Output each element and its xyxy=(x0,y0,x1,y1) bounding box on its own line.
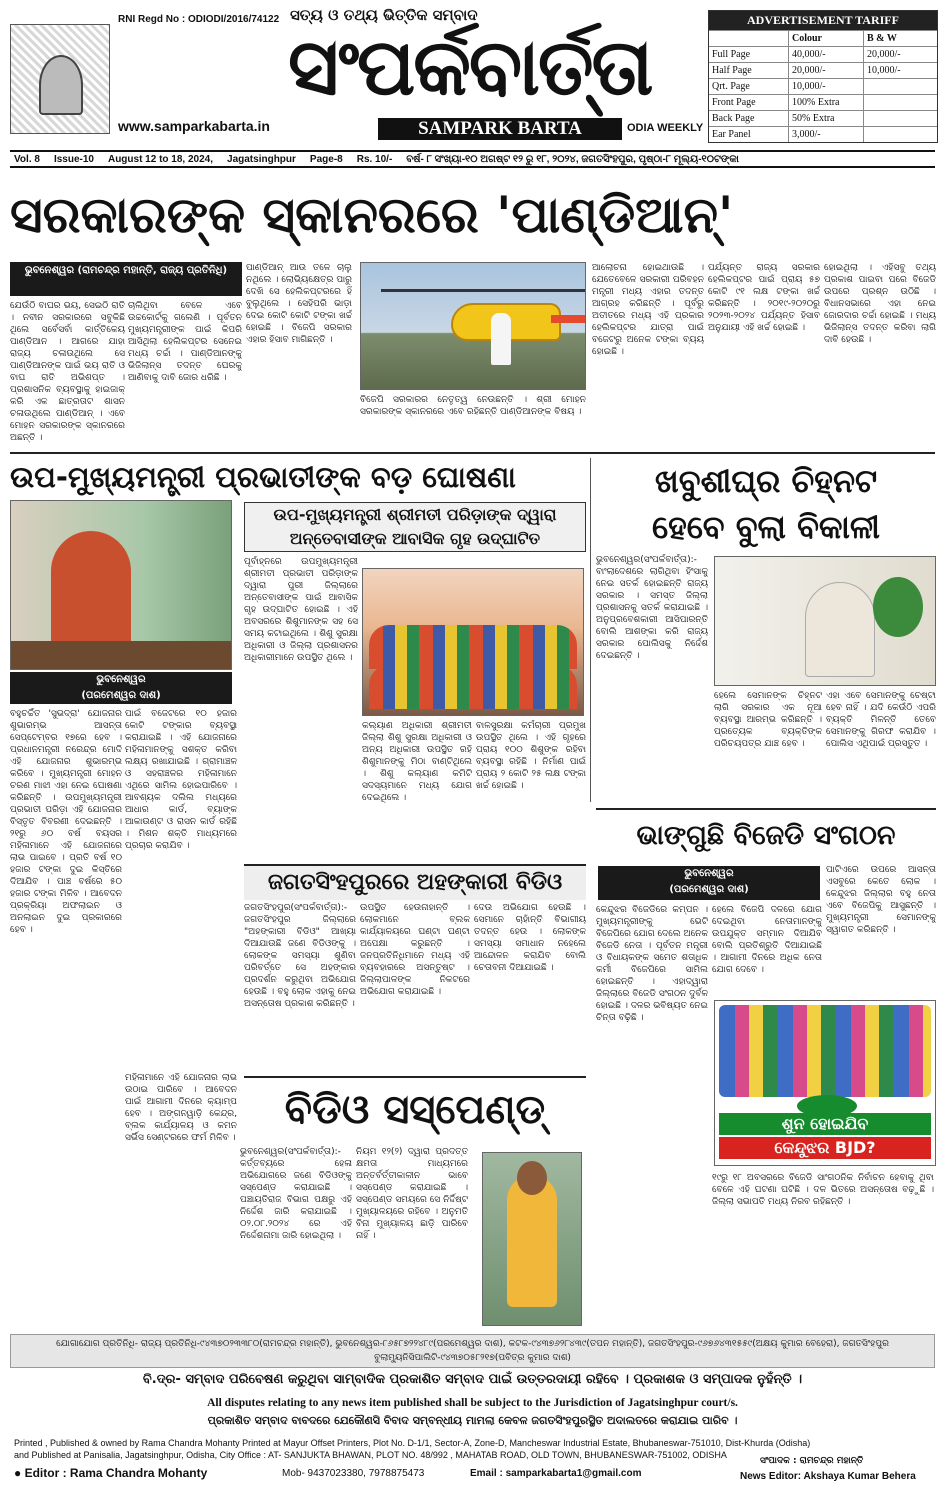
bdo-col-2: ନିୟମ ୧୨(୨) ଦ୍ୱାରା ପ୍ରଦତ୍ତ କ୍ଷମତା ମାଧ୍ୟମରେ ଅନ୍ତର୍ବର୍ତ୍ତୀକାଳୀନ ଭାବେ ସସ୍‌ପେଣ୍ଡ କରାଯାଇଛି । ସସ୍‌ପେଣ୍ଡ ସମୟରେ ସେ ନିର୍ଦ୍ଦିଷ୍ଟ ମୁଖ୍ୟାଳୟରେ ରହିବେ । ଅନୁମତି ବିନା ମୁଖ୍ୟାଳୟ ଛାଡ଼ି ପାରିବେ ନାହିଁ । xyxy=(356,1147,468,1241)
temple-emblem-icon xyxy=(10,24,110,134)
ahankari-col-2: ଉପସ୍ଥିତ ହେଉନାହାନ୍ତି । ଲୋକମାନେ ବ୍ଲକ କାର୍ଯ୍ୟାଳୟରେ ଘଣ୍ଟା ଘଣ୍ଟା ଅପେକ୍ଷା କରୁଛନ୍ତି । ଜନପ୍ରତିନିଧିମାନେ ମଧ୍ୟ ଏହି ବ୍ୟବହାରରେ ଅସନ୍ତୁଷ୍ଟ । ଜିଲ୍ଲାପାଳଙ୍କ ନିକଟରେ ଅଭିଯୋଗ କରାଯାଇଛି । xyxy=(360,903,470,997)
issue: Issue-10 xyxy=(53,153,94,165)
bjd-col-2: ପାଟିଏରେ ଉପରେ ଆସନ୍ତା ଏସବୁରେ କେତେ ଲୋକ । କେନ୍ଦୁଝର ଜିଲ୍ଲାର ବହୁ ନେତା ଏବେ ବିଜେପିକୁ ଆସୁଛନ୍ତି । ମୁଖ୍ୟମନ୍ତ୍ରୀ ସେମାନଙ୍କୁ ସ୍ୱାଗତ କରିଛନ୍ତି । xyxy=(826,865,936,935)
bdo-photo xyxy=(482,1152,582,1326)
tariff-header: Colour B & W xyxy=(709,30,937,46)
group-photo xyxy=(362,568,584,716)
bulla-col-3: ଏହା ଏବେ ସେମାନଙ୍କୁ ଚେଷ୍ଟା ହେବ ନାହିଁ । ଯଦି କେଉଁଠି ଏପରି ବ୍ୟକ୍ତି ମିଳନ୍ତି ତେବେ ସେମାନଙ୍କୁ ଗିରଫ କରାଯିବ । ପୋଲିସ ଏଥିପାଇଁ ପ୍ରସ୍ତୁତ । xyxy=(826,691,936,749)
tariff-row: Qrt. Page 10,000/- xyxy=(709,78,937,94)
bjd-col-1: କେନ୍ଦୁଝର ବିଜେଡିରେ କମ୍ପନ । ମୁଖ୍ୟମନ୍ତ୍ରୀଙ୍କୁ ଭେଟି ବିଜେପିରେ ଯୋଗ ଦେଲେ ଅନେକ ବିଜେଡି ନେତା । ପୂର୍ବତନ ମନ୍ତ୍ରୀ ଓ ବିଧାୟକଙ୍କ ସମେତ ଶତାଧିକ କର୍ମୀ ବିଜେପିରେ ସାମିଲ ହୋଇଛନ୍ତି । ଏହାଦ୍ୱାରା ଜିଲ୍ଲାରେ ବିଜେଡି ସଂଗଠନ ଦୁର୍ବଳ ହୋଇଛି । ଦଳର ଭବିଷ୍ୟତ ନେଇ ଚିନ୍ତା ବଢ଼ିଛି । xyxy=(596,905,708,1023)
volume: Vol. 8 xyxy=(14,153,40,165)
price: Rs. 10/- xyxy=(356,153,393,165)
subhadra-col: ମହିଳାମାନେ ଏହି ଯୋଜନାର ଲାଭ ଉଠାଇ ପାରିବେ । ଆବେଦନ ପାଇଁ ଆଗାମୀ ଦିନରେ କ୍ୟାମ୍ପ ହେବ । ଅଙ୍ଗନୱାଡ଼ି କେନ୍ଦ୍ର, ବ୍ଲକ କାର୍ଯ୍ୟାଳୟ ଓ କମନ ସର୍ଭିସ ସେଣ୍ଟରରେ ଫର୍ମ ମିଳିବ । xyxy=(125,1073,237,1143)
place: Jagatsinghpur xyxy=(227,153,296,165)
tariff-row: Ear Panel 3,000/- xyxy=(709,126,937,142)
issue-date: August 12 to 18, 2024, xyxy=(107,153,214,165)
lead-col-3: ପାଣ୍ଡିଆନ୍ ଆଉ ତଳେ ଚାଲୁ ନଥିଲେ । ଲୋଭ୍ୟିକ୍ଷେତ୍ର ପାରୁ ଦେଖି ସେ ହେଲିକପ୍ଟରରେ ହିଁ ବୁଲୁଥିଲେ । ସେହିପରି ଭାଡ଼ା ଦେଇ କୋଟି କୋଟି ଟଙ୍କା ଖର୍ଚ୍ଚ ହୋଇଛି । ବିଜେପି ସରକାର ଏହାର ହିସାବ ମାଗିଛନ୍ତି । xyxy=(246,263,352,345)
lead-col-2: ଚାଲିଥିବା ବେଳେ ଏବେ ଉଚ୍ଚକୋର୍ଟକୁ ଗଲେଣି । ପୂର୍ବତନ ମୁଖ୍ୟମନ୍ତ୍ରୀଙ୍କ ପାଇଁ କିପରି ଆସିଥିଲା ହେଲିକପ୍ଟର ସେନେଇ ମଧ୍ୟ ଚର୍ଚ୍ଚା । ପାଣ୍ଡିଆନଙ୍କୁ ଭିଜିଲାନ୍ସ ତଦନ୍ତ ଘେରକୁ ଆଣିବାକୁ ଦାବି ଜୋର ଧରିଛି । xyxy=(128,301,242,383)
dcm-subhead: ଉପ-ମୁଖ୍ୟମନ୍ତ୍ରୀ ଶ୍ରୀମତୀ ପରିଡ଼ାଙ୍କ ଦ୍ୱାରା ଅନ୍ତେବାସୀଙ୍କ ଆବାସିକ ଗୃହ ଉଦ୍‌ଘାଟିତ xyxy=(244,502,586,552)
lead-photo-caption: ବିଜେପି ସରକାରର ନେତୃତ୍ୱ ନେଉଛନ୍ତି । ଶ୍ରୀ ମୋହନ ସରକାରଙ୍କ ସ୍କାନରରେ ଏବେ ରହିଛନ୍ତି ପାଣ୍ଡିଆନଙ୍କ ବିଷୟ । xyxy=(360,395,586,417)
officer-photo xyxy=(714,556,936,686)
tariff-title: ADVERTISEMENT TARIFF xyxy=(709,11,937,30)
dcm-byline: ଭୁବନେଶ୍ୱର (ପରମେଶ୍ୱର ଦାଶ) xyxy=(10,672,232,704)
ahankari-col-1: ଜଗତସିଂହପୁର(ସଂପର୍କବାର୍ତ୍ତା):- ଜଗତସିଂହପୁର ଜିଲ୍ଲାରେ "ଅହଙ୍କାରୀ ବିଡିଓ" ଆଖ୍ୟା ଦିଆଯାଉଛି ଜଣେ ବିଡିଓଙ୍କୁ । ଲୋକଙ୍କ ସମସ୍ୟା ଶୁଣିବା ପରିବର୍ତ୍ତେ ସେ ଅହଙ୍କାର ପ୍ରଦର୍ଶନ କରୁଥିବା ଅଭିଯୋଗ ହେଉଛି । ବହୁ ଲୋକ ଏହାକୁ ନେଇ ଅସନ୍ତୋଷ ପ୍ରକାଶ କରିଛନ୍ତି । xyxy=(244,903,356,1009)
tagline: ସତ୍ୟ ଓ ତଥ୍ୟ ଭିତ୍ତିକ ସମ୍ବାଦ xyxy=(290,6,478,24)
bulla-col-1: ଭୁବନେଶ୍ୱର(ସଂପର୍କବାର୍ତ୍ତା):- ବାଂଲାଦେଶରେ ଲାଗିଥିବା ହିଂସାକୁ ନେଇ ସତର୍କ ହୋଇଛନ୍ତି ରାଜ୍ୟ ସରକାର । ସମସ୍ତ ଜିଲ୍ଲା ପ୍ରଶାସନକୁ ସତର୍କ କରାଯାଇଛି । ଅନୁପ୍ରବେଶକାରୀ ଆସିପାରନ୍ତି ବୋଲି ଆଶଙ୍କା କରି ରାଜ୍ୟ ସରକାର ପୋଲିସକୁ ନିର୍ଦ୍ଦେଶ ଦେଇଛନ୍ତି । xyxy=(596,555,708,661)
tariff-row: Back Page 50% Extra xyxy=(709,110,937,126)
tariff-row: Half Page 20,000/- 10,000/- xyxy=(709,62,937,78)
dcm-story2-col-1: ପୂର୍ବାହ୍ନରେ ଉପମୁଖ୍ୟମନ୍ତ୍ରୀ ଶ୍ରୀମତୀ ପ୍ରଭାତୀ ପରିଡ଼ାଙ୍କ ଦ୍ୱାରା ପୁରୀ ଜିଲ୍ଲାରେ ଅନ୍ତେବାସୀଙ୍କ ପାଇଁ ଆବାସିକ ଗୃହ ଉଦ୍‌ଘାଟିତ ହୋଇଛି । ଏହି ଅବସରରେ ଶିଶୁମାନଙ୍କ ସହ ସେ ସମୟ କଟାଇଥିଲେ । ଶିଶୁ ସୁରକ୍ଷା ଅଧିକାରୀ ଓ ଜିଲ୍ଲା ପ୍ରଶାସନର ଅଧିକାରୀମାନେ ଉପସ୍ଥିତ ଥିଲେ । xyxy=(244,557,358,663)
tariff-row: Full Page 40,000/- 20,000/- xyxy=(709,46,937,62)
bdo-headline: ବିଡିଓ ସସ୍‌ପେଣ୍ଡ୍ xyxy=(284,1087,546,1133)
dcm-col-2: ପାଇଁ ବଜେଟରେ ୧୦ ହଜାର କୋଟି ଟଙ୍କାର ବ୍ୟବସ୍ଥା କରାଯାଇଛି । ଏହି ଯୋଜନାରେ ମହିଳାମାନଙ୍କୁ ସଶକ୍ତ କରିବା ଲକ୍ଷ୍ୟ ରଖାଯାଇଛି । ଗ୍ରାମାଞ୍ଚଳ ଓ ସହରାଞ୍ଚଳର ମହିଳାମାନେ ଏଥିରେ ସାମିଲ ହୋଇପାରିବେ । ଆବଶ୍ୟକ ଦଲିଲ ମଧ୍ୟରେ ଆଧାର କାର୍ଡ, ବ୍ୟାଙ୍କ ଆକାଉଣ୍ଟ ଓ ରାସନ କାର୍ଡ ରହିଛି । ମିଶନ ଶକ୍ତି ମାଧ୍ୟମରେ ପ୍ରଚାର କରାଯିବ । xyxy=(125,709,237,851)
contact-representatives: ଯୋଗାଯୋଗ ପ୍ରତିନିଧି- ରାଜ୍ୟ ପ୍ରତିନିଧି-୯୪୩୭୦୨୩୩୮୦(ରାମଚନ୍ଦ୍ର ମହାନ୍ତି), ଭୁବନେଶ୍ୱର-୮୬୫୮୭୨୨୪୮୯(ପରମେଶ୍ୱର ଦାଶ), କଟକ-୯୪୩୭୬୨୮୪୩୯(ତପନ ମହାନ୍ତି), ଜଗତସିଂହପୁର-୯୬୭୬୪୩୧୫୫୯(ଅକ୍ଷୟ କୁମାର ବେହେରା), ଜଗତସିଂହପୁର ବୁଲାମ୍ୟୁନିସିପାଲିଟି-୯୪୩୭୦୫୮୨୧୭(ପବିତ୍ର କୁମାର ଦାଶ) xyxy=(10,1334,935,1368)
bjd-col-3: ୧୯ରୁ ୧୮ ଅବସରରେ ବିଜେଡି ସାଂଗଠନିକ ନିର୍ବାଚନ ହେବାକୁ ଥିବା ବେଳେ ଏହି ଘଟଣା ଘଟିଛି । ଦଳ ଭିତରେ ଅସନ୍ତୋଷ ବଢ଼ୁଛି । ଜିଲ୍ଲା ସଭାପତି ମଧ୍ୟ ନିରବ ରହିଛନ୍ତି । xyxy=(712,1173,934,1207)
bjd-photo xyxy=(714,1000,936,1166)
dcm-photo xyxy=(10,500,232,670)
bjd-photo-caption-2: କେନ୍ଦୁଝର BJD? xyxy=(719,1137,931,1159)
bdo-col-1: ଭୁବନେଶ୍ୱର(ସଂପର୍କବାର୍ତ୍ତା):- କର୍ତ୍ତବ୍ୟରେ ହେଳା ଅଭିଯୋଗରେ ଜଣେ ବିଡିଓଙ୍କୁ ସସ୍‌ପେଣ୍ଡ କରାଯାଇଛି । ପଞ୍ଚାୟତିରାଜ ବିଭାଗ ପକ୍ଷରୁ ଏହି ନିର୍ଦ୍ଦେଶ ଜାରି କରାଯାଇଛି । ୦୨.୦୮.୨୦୨୪ ରେ ଏହି ନିର୍ଦ୍ଦେଶନାମା ଜାରି ହୋଇଥିଲା । xyxy=(240,1147,352,1241)
mobile-numbers: Mob- 9437023380, 7978875473 xyxy=(282,1468,425,1479)
email-address[interactable]: Email : samparkabarta1@gmail.com xyxy=(470,1468,642,1479)
editor-odia: ସଂପାଦକ : ରାମଚନ୍ଦ୍ର ମହାନ୍ତି xyxy=(760,1456,864,1466)
dcm-col-1: ବହୁଚର୍ଚ୍ଚିତ 'ସୁଭଦ୍ରା' ଯୋଜନାର ଶୁଭାରମ୍ଭ ଆସନ୍ତା ସେପ୍ଟେମ୍ବର ୧୭ରେ ହେବ । ପ୍ରଧାନମନ୍ତ୍ରୀ ନରେନ୍ଦ୍ର ମୋଦି ଏହି ଯୋଜନାର ଶୁଭାରମ୍ଭ କରିବେ । ମୁଖ୍ୟମନ୍ତ୍ରୀ ମୋହନ ଚରଣ ମାଝୀ ଏହା ନେଇ ଘୋଷଣା କରିଛନ୍ତି । ଉପମୁଖ୍ୟମନ୍ତ୍ରୀ ପ୍ରଭାତୀ ପରିଡ଼ା ଏହି ଯୋଜନାର ବିସ୍ତୃତ ବିବରଣୀ ଦେଇଛନ୍ତି । ୨୧ରୁ ୬୦ ବର୍ଷ ବୟସର ମହିଳାମାନେ ଏହି ଯୋଜନାରେ ଲାଭ ପାଇବେ । ପ୍ରତି ବର୍ଷ ୧୦ ହଜାର ଟଙ୍କା ଦୁଇ କିସ୍ତିରେ ଦିଆଯିବ । ପାଞ୍ଚ ବର୍ଷରେ ୫୦ ହଜାର ଟଙ୍କା ମିଳିବ । ଆବେଦନ ପ୍ରକ୍ରିୟା ଅଫଲାଇନ ଓ ଅନଲାଇନ ଦୁଇ ପ୍ରକାରରେ ହେବ । xyxy=(10,709,122,935)
lead-headline: ସରକାରଙ୍କ ସ୍କାନରରେ 'ପାଣ୍ଡିଆନ୍' xyxy=(10,186,734,244)
website-link[interactable]: www.samparkabarta.in xyxy=(118,118,270,134)
dcm-headline: ଉପ-ମୁଖ୍ୟମନ୍ତ୍ରୀ ପ୍ରଭାତୀଙ୍କ ବଡ଼ ଘୋଷଣା xyxy=(10,460,516,494)
lead-col-1: ଯେଉଁଠି ବାଘର ଭୟ, ସେଇଠି ରାତି । ନବୀନ ସରକାରରେ ସବୁକିଛି ଥିଲେ ସର୍ବେସର୍ବା କାର୍ତ୍ତିକେୟ ପାଣ୍ଡିଆନ । ଆଗରେ ଯାହା ରାଜ୍ୟ ଚଳାଉଥିଲେ ସେ ପାଣ୍ଡିଆନଙ୍କ ପାଇଁ ଭୟ ରାତି ଓ ବାଘ ରାତି ଅଭିଶପ୍ତ । ପ୍ରଶାସନିକ ବ୍ୟବସ୍ଥାକୁ ହାଇଜାକ୍ କରି ଏକ ଛାତ୍ରତାଟ ଶାସନ ଚଳାଉଥିଲେ ପାଣ୍ଡିଆନ୍ । ଏବେ ମୋହନ ସରକାରଙ୍କ ସ୍କାନରରେ ଅଛନ୍ତି । xyxy=(10,301,125,443)
helicopter-photo xyxy=(360,262,586,390)
bjd-headline: ଭାଙ୍ଗୁଛି ବିଜେଡି ସଂଗଠନ xyxy=(636,820,896,851)
bjd-col-2b: ହେଲେ ବିଜେପି ଦଳରେ ଯୋଗ ଦେଇଥିବା ନେତାମାନଙ୍କୁ ଉପଯୁକ୍ତ ସମ୍ମାନ ଦିଆଯିବ ବୋଲି ପ୍ରତିଶ୍ରୁତି ଦିଆଯାଇଛି । ଆଗାମୀ ଦିନରେ ଅଧିକ ନେତା ଯୋଗ ଦେବେ । xyxy=(712,905,822,975)
lead-col-4: ଆଲୋଚନା ହୋଇଥାଉଛି । ଯେତେବେଳେ ସରକାରୀ ପରିବହନ ମନ୍ତ୍ରୀ ମଧ୍ୟ ଏହାର ତଦନ୍ତ ଆଗ୍ରହ କରିଛନ୍ତି । ପୂର୍ବରୁ ଅତୀତରେ ମଧ୍ୟ ଏହି ପ୍ରକାର ହେଲିକପ୍ଟର ଯାତ୍ରା ପାଇଁ ବଜେଟରୁ ଅନେକ ଟଙ୍କା ବ୍ୟୟ ହୋଇଛି । xyxy=(592,263,704,357)
masthead xyxy=(0,0,945,150)
lead-col-5: ପର୍ଯ୍ୟନ୍ତ ରାଜ୍ୟ ସରକାର ହେଲିକପ୍ଟର ପାଇଁ ପ୍ରାୟ ୫୭ କୋଟି ୯୧ ଲକ୍ଷ ଟଙ୍କା ଖର୍ଚ୍ଚ କରିଛନ୍ତି । ୨୦୧୯-୨୦୨୦ରୁ ୨୦୨୩-୨୦୨୪ ପର୍ଯ୍ୟନ୍ତ ହିସାବ ଅନୁଯାୟୀ ଏହି ଖର୍ଚ୍ଚ ହୋଇଛି । xyxy=(708,263,820,333)
dcm-story2-col-2: କଲ୍ୟାଣ ଅଧିକାରୀ ଶ୍ରୀମତୀ ଜିଲ୍ଲା ଶିଶୁ ସୁରକ୍ଷା ଅଧିକାରୀ ଓ ଅନ୍ୟ ଅଧିକାରୀ ଉପସ୍ଥିତ ରହି ଶିଶୁମାନଙ୍କୁ ମିଠା ବାଣ୍ଟିଥିଲେ । ଶିଶୁ କଲ୍ୟାଣ କମିଟି ସଦସ୍ୟମାନେ ମଧ୍ୟ ଯୋଗ ଦେଇଥିଲେ । xyxy=(362,721,472,803)
editor-line: ● Editor : Rama Chandra Mohanty xyxy=(14,1466,208,1480)
paper-name-english: SAMPARK BARTA xyxy=(378,118,622,140)
bulla-headline: ଖବୁଶୀଘ୍ର ଚିହ୍ନଟ ହେବେ ବୁଲା ବିକାଳୀ xyxy=(652,462,880,546)
paper-name-odia: ସଂପର୍କବାର୍ତ୍ତା xyxy=(288,23,652,113)
ahankari-col-3: ଦେଉ ଅଭିଯୋଗ ହେଉଛି । ସେମାନେ ଚାହାଁନ୍ତି ବିଭାଗୀୟ ତଦନ୍ତ ହେଉ । ଲୋକଙ୍କ ସମସ୍ୟା ସମାଧାନ ନହେଲେ ଆନ୍ଦୋଳନ କରାଯିବ ବୋଲି ଚେତାବନୀ ଦିଆଯାଇଛି । xyxy=(474,903,586,973)
disclaimer-odia: ବି.ଦ୍ର- ସମ୍ବାଦ ପରିବେଷଣ କରୁଥିବା ସାମ୍ବାଦିକ ପ୍ରକାଶିତ ସମ୍ବାଦ ପାଇଁ ଉତ୍ତରଦାୟୀ ରହିବେ । ପ୍ରକାଶକ ଓ ସମ୍ପାଦକ ନୁହଁନ୍ତି । xyxy=(142,1372,803,1387)
rni-number: RNI Regd No : ODIODI/2016/74122 xyxy=(118,14,280,25)
issue-info-odia: ବର୍ଷ- ୮ ସଂଖ୍ୟା-୧୦ ଅଗଷ୍ଟ ୧୨ ରୁ ୧୮, ୨୦୨୪, ଜଗତସିଂହପୁର, ପୃଷ୍ଠା-୮ ମୂଲ୍ୟ-୧୦ଟଙ୍କା xyxy=(406,153,739,165)
disclaimer-english: All disputes relating to any news item published shall be subject to the Jurisdiction of Jagatsinghpur court/s. xyxy=(207,1397,738,1409)
lead-byline: ଭୁବନେଶ୍ୱର (ରାମଚନ୍ଦ୍ର ମହାନ୍ତି, ରାଜ୍ୟ ପ୍ରତିନିଧି) xyxy=(10,262,242,296)
page-number: Page-8 xyxy=(309,153,343,165)
jurisdiction-odia: ପ୍ରକାଶିତ ସମ୍ବାଦ ବାବଦରେ ଯେକୌଣସି ବିବାଦ ସମ୍ବନ୍ଧୀୟ ମାମଲା କେବଳ ଜଗତସିଂହପୁରସ୍ଥିତ ଅଦାଲତରେ କରାଯାଇ ପାରିବ । xyxy=(207,1414,738,1427)
lead-col-6: ହୋଇଥିଲା । ଏହିସବୁ ତଥ୍ୟ ପ୍ରକାଶ ପାଇବା ପରେ ବିଜେଡି ଉପରେ ପ୍ରଶ୍ନ ଉଠିଛି । ବିଧାନସଭାରେ ଏହା ନେଇ ଜୋରଦାର ଚର୍ଚ୍ଚା ହୋଇଛି । ମଧ୍ୟ ଭିଜିଲାନ୍ସ ତଦନ୍ତ କରିବା ଲାଗି ଦାବି ହେଉଛି । xyxy=(824,263,936,345)
tariff-row: Front Page 100% Extra xyxy=(709,94,937,110)
news-editor: News Editor: Akshaya Kumar Behera xyxy=(740,1471,916,1482)
bjd-byline: ଭୁବନେଶ୍ୱର (ପରମେଶ୍ୱର ଦାଶ) xyxy=(598,866,820,900)
dcm-story2-col-3: ବାଳସୁରକ୍ଷା କର୍ମଚାରୀ ପ୍ରମୁଖ ଉପସ୍ଥିତ ଥିଲେ । ଏହି ଗୃହରେ ପ୍ରାୟ ୧୦୦ ଶିଶୁଙ୍କ ରହିବା ବ୍ୟବସ୍ଥା ରହିଛି । ନିର୍ମାଣ ପାଇଁ ପ୍ରାୟ ୨ କୋଟି ୨୫ ଲକ୍ଷ ଟଙ୍କା ଖର୍ଚ୍ଚ ହୋଇଛି । xyxy=(476,721,586,791)
weekly-label: ODIA WEEKLY xyxy=(627,122,704,134)
bulla-col-2: ହେଲେ ସେମାନଙ୍କ ଚିହ୍ନଟ ଲାଗି ସରକାର ଏକ ନୂଆ ବ୍ୟବସ୍ଥା ଆରମ୍ଭ କରିଛନ୍ତି । ପ୍ରତ୍ୟେକ ବ୍ୟକ୍ତିଙ୍କ ପରିଚୟପତ୍ର ଯାଞ୍ଚ ହେବ । xyxy=(714,691,822,749)
bjd-photo-caption-1: ଶୁନ ହୋଇଯିବ xyxy=(719,1113,931,1135)
issue-info-bar xyxy=(10,150,935,168)
imprint: Printed , Published & owned by Rama Chandra Mohanty Printed at Mayur Offset Printers, Plot No. D-1/1, Sector-A, Zone-D, Mancheswar Industrial Estate, Bhubaneswar-751010, Dist-Khurda (Odisha) and Published at Panisalia, Jagatsinghpur, Odisha, City Office : AT- SANJUKTA BHAWAN, PLOT NO. 48/992 , MAHATAB ROAD, OLD TOWN, BHUBANESWAR-751002, ODISHA xyxy=(14,1438,811,1460)
ahankari-headline: ଜଗତସିଂହପୁରରେ ଅହଙ୍କାରୀ ବିଡିଓ xyxy=(244,866,586,900)
advertisement-tariff xyxy=(708,10,938,143)
